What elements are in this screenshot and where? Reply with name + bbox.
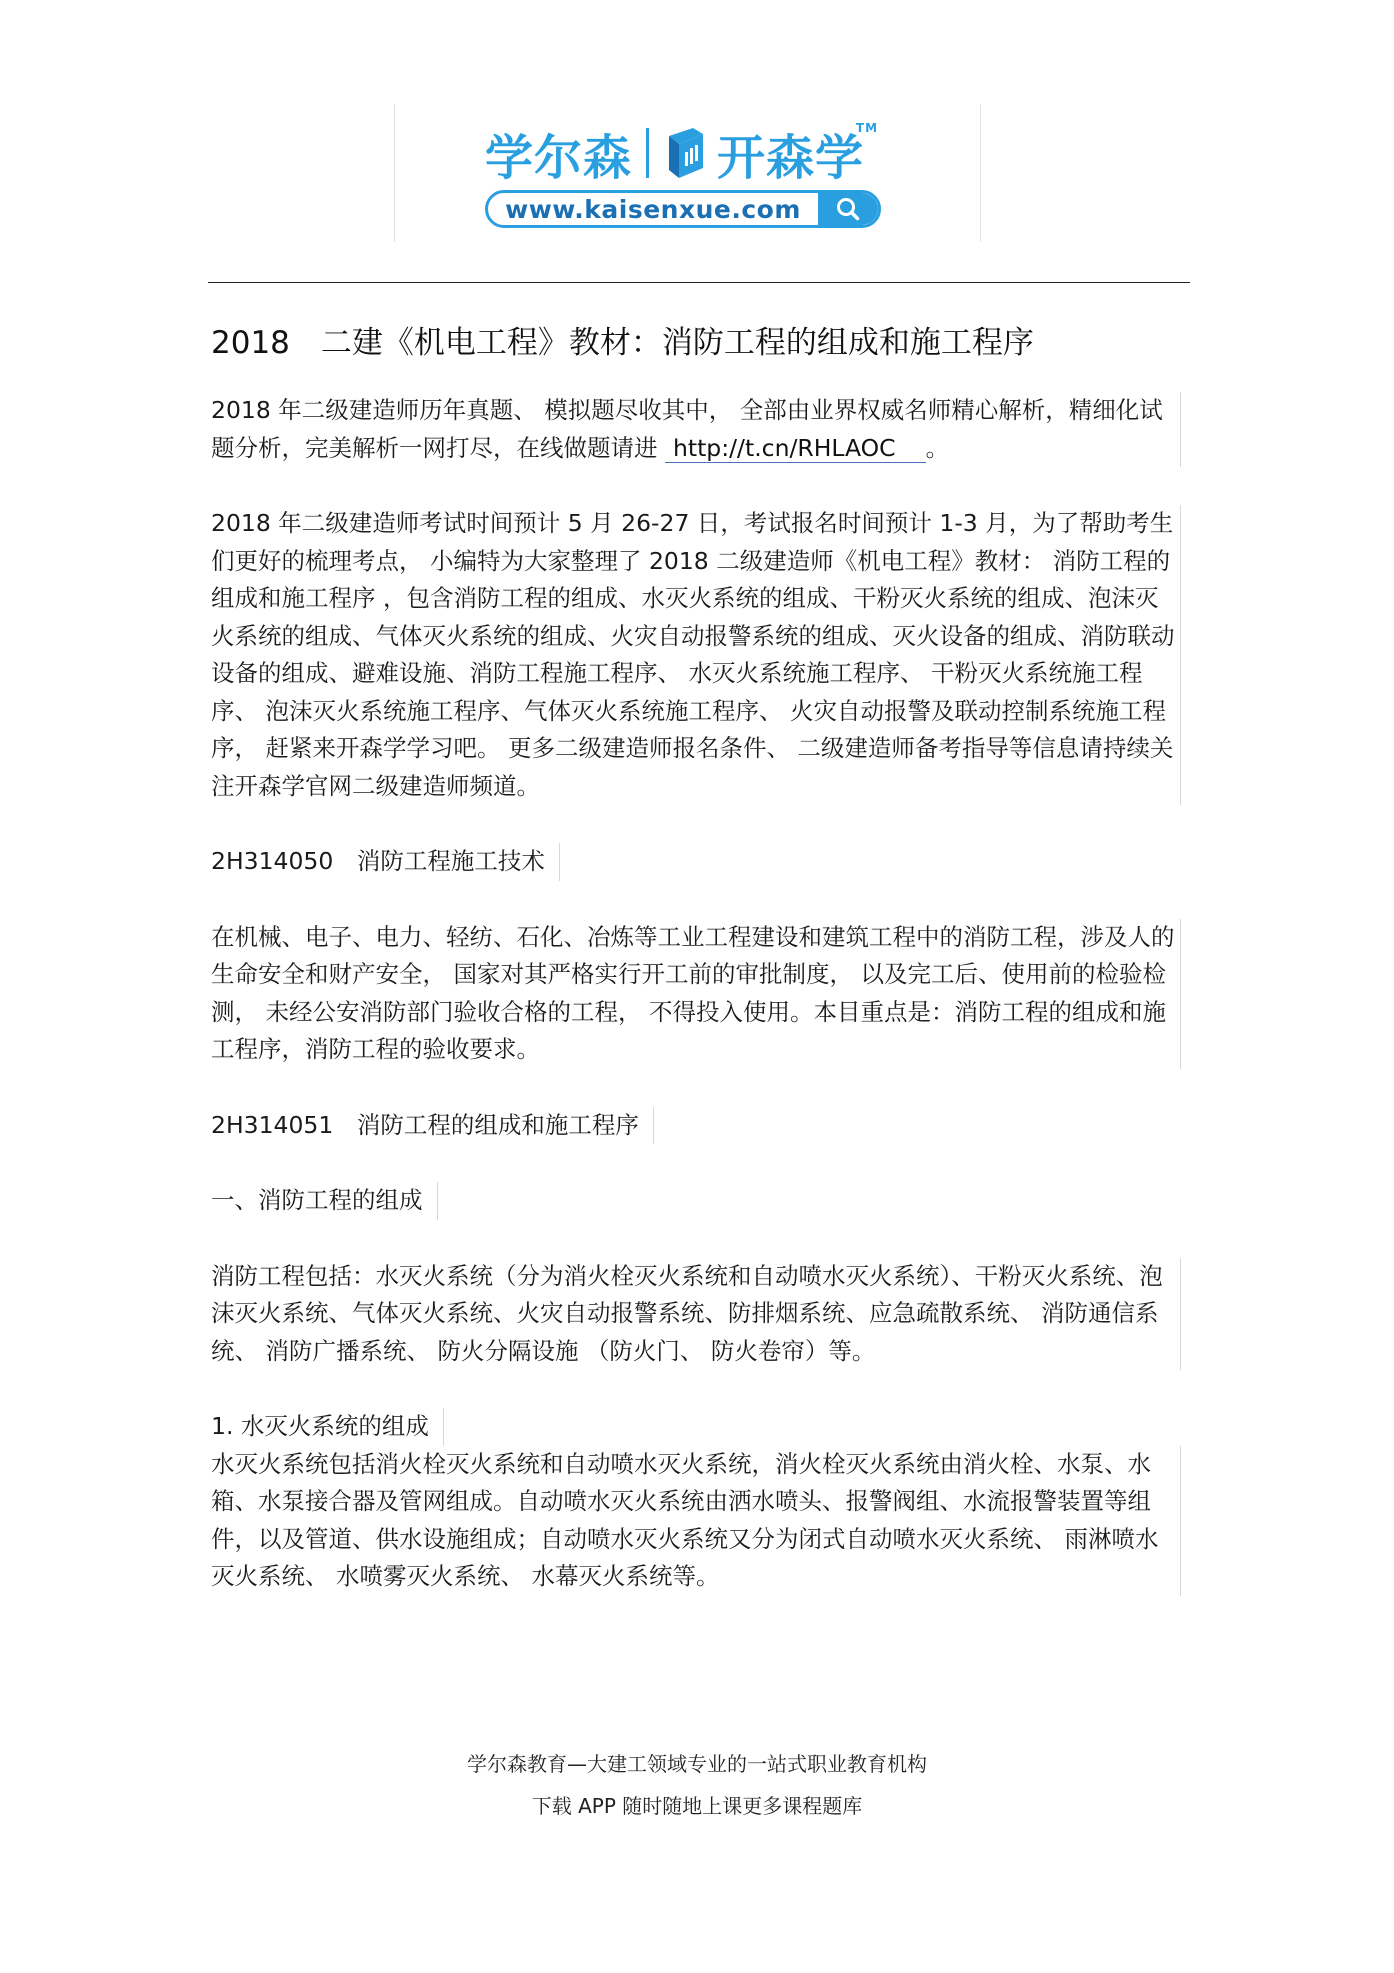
item-heading-water-system: 1. 水灭火系统的组成 (211, 1408, 444, 1446)
practice-link[interactable]: http://t.cn/RHLAOC (665, 434, 926, 463)
brand-logo (485, 120, 879, 186)
brand-name-left: 学尔森 (485, 129, 633, 186)
site-url: www.kaisenxue.com (505, 194, 801, 224)
intro-text: 2018 年二级建造师历年真题、 模拟题尽收其中， 全部由业界权威名师精心解析，精细化试题分析，完美解析一网打尽，在线做题请进 (211, 396, 1163, 462)
composition-paragraph: 消防工程包括：水灭火系统（分为消火栓灭火系统和自动喷水灭火系统）、干粉灭火系统、泡沫灭火系统、气体灭火系统、火灾自动报警系统、防排烟系统、应急疏散系统、 消防通信系统、 消防广播系统、 防火分隔设施 （防火门、 防火卷帘）等。 (211, 1258, 1181, 1371)
logo-block (394, 104, 981, 242)
brand-name-right (717, 119, 879, 188)
search-icon (818, 193, 878, 225)
section-paragraph-fire-tech: 在机械、电子、电力、轻纺、石化、冶炼等工业工程建设和建筑工程中的消防工程，涉及人的生命安全和财产安全， 国家对其严格实行开工前的审批制度， 以及完工后、使用前的检验检测， 未经公安消防部门验收合格的工程， 不得投入使用。本目重点是：消防工程的组成和施工程序，消防工程的验收要求。 (211, 919, 1181, 1069)
brand-name-right-text: 开森学 (717, 129, 865, 186)
book-icon (663, 126, 709, 180)
water-system-paragraph: 水灭火系统包括消火栓灭火系统和自动喷水灭火系统，消火栓灭火系统由消火栓、水泵、水箱、水泵接合器及管网组成。自动喷水灭火系统由洒水喷头、报警阀组、水流报警装置等组件，以及管道、供水设施组成；自动喷水灭火系统又分为闭式自动喷水灭火系统、 雨淋喷水灭火系统、 水喷雾灭火系统、 水幕灭火系统等。 (211, 1446, 1181, 1596)
summary-paragraph: 2018 年二级建造师考试时间预计 5 月 26-27 日，考试报名时间预计 1-3 月，为了帮助考生们更好的梳理考点， 小编特为大家整理了 2018 二级建造师《机电工程》教材： 消防工程的组成和施工程序 ，包含消防工程的组成、水灭火系统的组成、干粉灭火系统的组成、泡沫灭火系统的组成、气体灭火系统的组成、火灾自动报警系统的组成、灭火设备的组成、消防联动设备的组成、避难设施、消防工程施工程序、 水灭火系统施工程序、 干粉灭火系统施工程序、 泡沫灭火系统施工程序、气体灭火系统施工程序、 火灾自动报警及联动控制系统施工程序， 赶紧来开森学学习吧。 更多二级建造师报名条件、 二级建造师备考指导等信息请持续关注开森学官网二级建造师频道。 (211, 505, 1181, 805)
header-divider (208, 282, 1190, 283)
url-search-bar (485, 190, 881, 228)
footer-app-promo: 下载 APP 随时随地上课更多课程题库 (531, 1794, 863, 1818)
footer-tagline: 学尔森教育—大建工领域专业的一站式职业教育机构 (467, 1752, 927, 1776)
section-heading-2h314050: 2H314050 消防工程施工技术 (211, 843, 560, 881)
intro-paragraph (211, 392, 1181, 467)
intro-end: 。 (925, 433, 950, 462)
article-body (211, 318, 1181, 1596)
section-heading-2h314051: 2H314051 消防工程的组成和施工程序 (211, 1107, 654, 1145)
article-title: 2018 二建《机电工程》教材：消防工程的组成和施工程序 (211, 325, 1034, 361)
trademark-mark: TM (855, 120, 879, 135)
brand-separator (646, 128, 649, 178)
subheading-composition: 一、消防工程的组成 (211, 1182, 438, 1220)
